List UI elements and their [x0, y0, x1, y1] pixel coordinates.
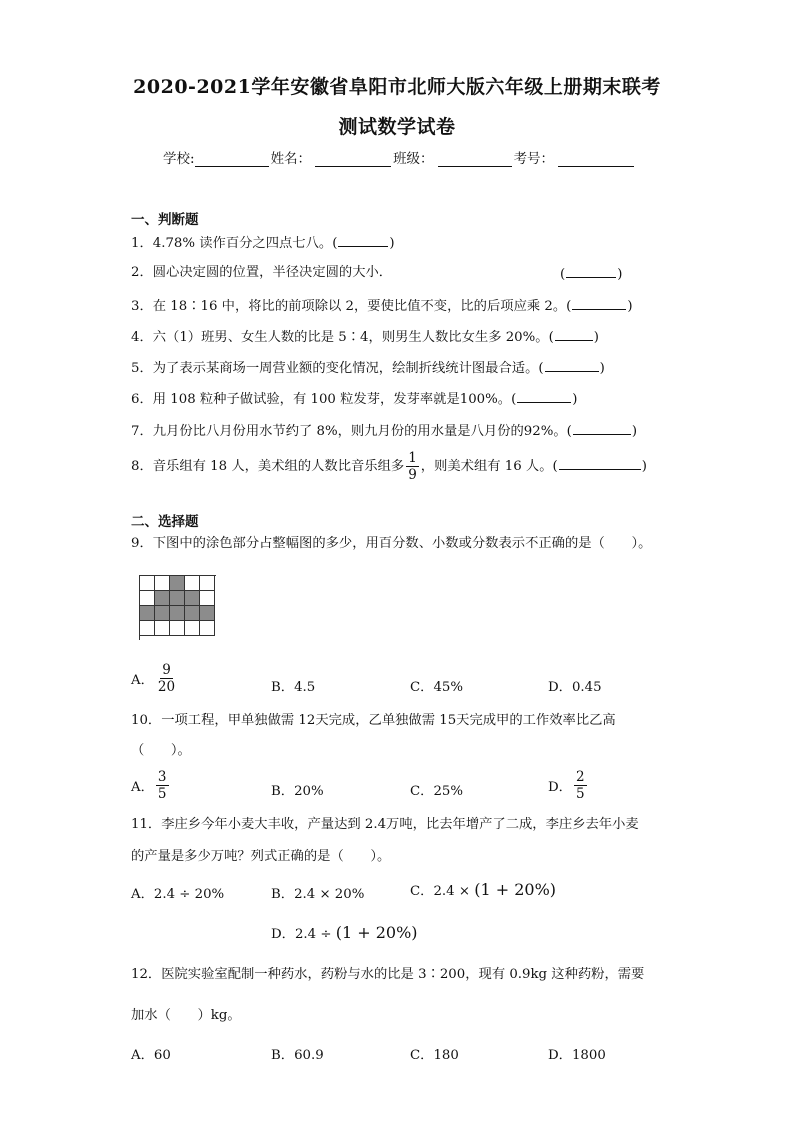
grid-cell-shaded: [185, 606, 200, 621]
grid-cell: [185, 621, 200, 636]
question-text: 4．六（1）班男、女生人数的比是 5∶4，则男生人数比女生多 20%。(: [131, 330, 554, 345]
paren-close: ): [641, 459, 647, 474]
question-11-line2: 的产量是多少万吨？列式正确的是（ ）。: [131, 849, 391, 864]
paren-close: ): [617, 267, 623, 282]
paren-close: ): [627, 299, 633, 314]
paren-open: (: [560, 267, 566, 282]
answer-blank[interactable]: [517, 389, 571, 403]
option-label: D．: [548, 780, 572, 795]
q10-option-a[interactable]: [131, 769, 171, 802]
q11-option-c[interactable]: [410, 880, 556, 899]
paren-close: ): [389, 236, 395, 251]
q11-option-a[interactable]: A．2.4 ÷ 20%: [131, 887, 225, 902]
paren-close: ): [572, 392, 578, 407]
question-2-answer: [560, 264, 622, 284]
grid-cell: [170, 621, 185, 636]
grid-cell-shaded: [155, 606, 170, 621]
q12-option-c[interactable]: C．180: [410, 1048, 459, 1063]
question-4: [131, 327, 599, 347]
id-field[interactable]: [558, 152, 634, 167]
q11-option-b[interactable]: B．2.4 × 20%: [271, 887, 365, 902]
question-6: [131, 389, 577, 409]
grid-cell: [140, 621, 155, 636]
answer-blank[interactable]: [338, 233, 388, 247]
grid-cell-shaded: [170, 591, 185, 606]
q9-option-b[interactable]: B．4.5: [271, 680, 316, 695]
question-text-cont: ，则美术组有 16 人。(: [420, 459, 558, 474]
fraction-numerator: 9: [162, 662, 171, 678]
paren-close: ): [593, 330, 599, 345]
fraction-denominator: 5: [157, 786, 167, 802]
answer-blank[interactable]: [566, 264, 616, 278]
q9-option-d[interactable]: D．0.45: [548, 680, 602, 695]
question-8: [131, 450, 647, 484]
fraction-numerator: 2: [575, 769, 585, 785]
paren-close: ): [631, 424, 638, 439]
q10-option-b[interactable]: B．20%: [271, 784, 324, 799]
question-1: [131, 233, 395, 253]
question-7: [131, 421, 637, 441]
question-text: 6．用 108 粒种子做试验，有 100 粒发芽，发芽率就是100%。(: [131, 392, 517, 407]
option-label: C．2.4 ×: [410, 884, 470, 899]
class-field[interactable]: [438, 152, 512, 167]
fraction-denominator: 9: [408, 467, 417, 483]
grid-cell: [185, 576, 200, 591]
student-info-row: [163, 147, 636, 167]
fraction: [156, 662, 177, 695]
paren-close: ): [599, 361, 605, 376]
question-10-line1: 10．一项工程，甲单独做需 12天完成，乙单独做需 15天完成甲的工作效率比乙高: [131, 713, 616, 728]
option-expression: (1 + 20%): [474, 880, 557, 899]
question-10-line2: （ ）。: [131, 743, 191, 758]
option-label: D．2.4 ÷: [271, 927, 332, 942]
school-field[interactable]: [195, 152, 269, 167]
question-text: 3．在 18∶16 中，将比的前项除以 2，要使比值不变，比的后项应乘 2。(: [131, 299, 572, 314]
question-text: 7．九月份比八月份用水节约了 8%，则九月份的用水量是八月份的92%。(: [131, 424, 572, 439]
school-label: 学校:: [163, 151, 195, 167]
name-field[interactable]: [315, 152, 391, 167]
section-heading-choice: 二、选择题: [131, 514, 199, 530]
fraction-denominator: 20: [157, 679, 176, 695]
question-12-line1: 12．医院实验室配制一种药水，药粉与水的比是 3∶200，现有 0.9kg 这种药粉，需要: [131, 967, 645, 982]
grid-cell: [140, 591, 155, 606]
fraction: [156, 769, 169, 802]
answer-blank[interactable]: [559, 456, 641, 470]
q12-option-a[interactable]: A．60: [131, 1048, 171, 1063]
answer-blank[interactable]: [572, 296, 626, 310]
fraction: [574, 769, 587, 802]
option-label: A．: [131, 673, 154, 688]
answer-blank[interactable]: [545, 358, 599, 372]
answer-blank[interactable]: [573, 421, 631, 435]
grid-cell-shaded: [170, 606, 185, 621]
page-title-line1: 2020-2021学年安徽省阜阳市北师大版六年级上册期末联考: [133, 76, 661, 98]
grid-cell-shaded: [155, 591, 170, 606]
question-text: 8．音乐组有 18 人，美术组的人数比音乐组多: [131, 459, 405, 474]
q12-option-d[interactable]: D．1800: [548, 1048, 606, 1063]
id-label: 考号：: [513, 151, 555, 167]
fraction-denominator: 5: [575, 786, 585, 802]
name-label: 姓名：: [270, 151, 312, 167]
grid-cell: [140, 576, 155, 591]
question-11-line1: 11．李庄乡今年小麦大丰收，产量达到 2.4万吨，比去年增产了二成，李庄乡去年小麦: [131, 817, 639, 832]
question-3: [131, 296, 633, 316]
question-text: 5．为了表示某商场一周营业额的变化情况，绘制折线统计图最合适。(: [131, 361, 544, 376]
grid-cell: [200, 576, 215, 591]
grid-cell: [155, 621, 170, 636]
grid-cell-shaded: [200, 606, 215, 621]
shaded-grid-figure: [139, 575, 216, 640]
page-title-line2: 测试数学试卷: [338, 116, 456, 138]
grid-cell: [200, 621, 215, 636]
grid-cell-shaded: [170, 576, 185, 591]
option-expression: (1 + 20%): [335, 923, 418, 942]
q10-option-d[interactable]: [548, 769, 589, 802]
question-text: 1．4.78% 读作百分之四点七八。(: [131, 236, 338, 251]
grid-cell-shaded: [140, 606, 155, 621]
section-heading-judgment: 一、判断题: [131, 212, 199, 228]
q9-option-c[interactable]: C．45%: [410, 680, 464, 695]
fraction-numerator: 3: [157, 769, 167, 785]
question-text: 2．圆心决定圆的位置，半径决定圆的大小．: [131, 265, 393, 280]
class-label: 班级：: [393, 151, 434, 167]
fraction: [406, 450, 419, 483]
q12-option-b[interactable]: B．60.9: [271, 1048, 324, 1063]
fraction-numerator: 1: [408, 450, 417, 466]
question-12-line2: 加水（ ）kg。: [131, 1008, 241, 1023]
question-2: [131, 264, 392, 282]
answer-blank[interactable]: [555, 327, 593, 341]
question-5: [131, 358, 605, 378]
grid-cell: [200, 591, 215, 606]
grid-cell-shaded: [185, 591, 200, 606]
q9-option-a[interactable]: [131, 662, 179, 695]
question-9: 9．下图中的涂色部分占整幅图的多少，用百分数、小数或分数表示不正确的是（ ）。: [131, 536, 652, 551]
grid-cell: [155, 576, 170, 591]
option-label: A．: [131, 780, 154, 795]
q11-option-d[interactable]: [271, 923, 418, 942]
q10-option-c[interactable]: C．25%: [410, 784, 464, 799]
